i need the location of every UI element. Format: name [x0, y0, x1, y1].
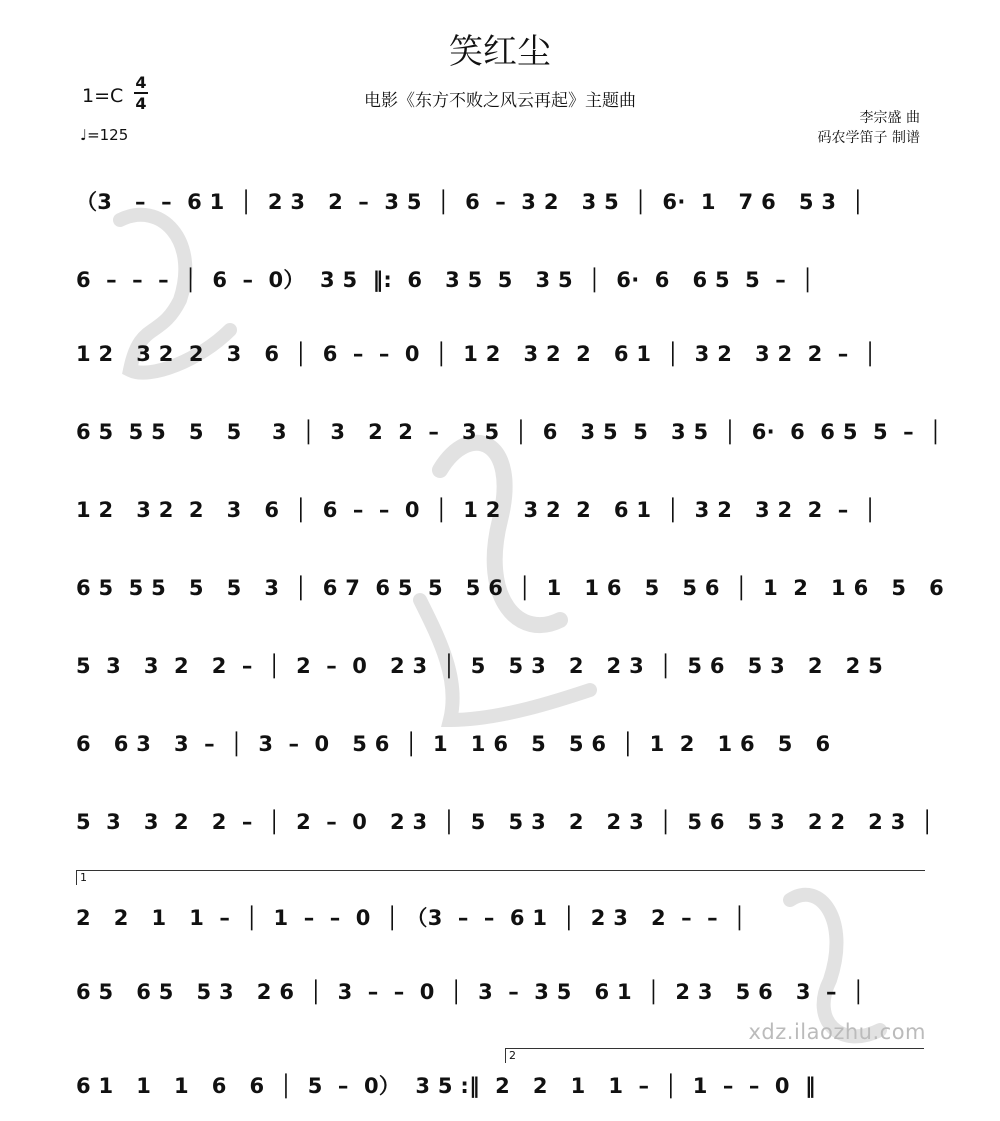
volta-2: [505, 1048, 924, 1063]
credits: [818, 108, 920, 148]
score-line-notes: 6 5 5 5 5 5 3 │ 6 7 6 5 5 5 6 │ 1 1 6 5 5 6 │ 1 2 1 6 5 6: [76, 576, 944, 600]
arranger: 码农学笛子 制谱: [817, 130, 920, 146]
score-line-notes: 1 2 3 2 2 3 6 │ 6 – – 0 │ 1 2 3 2 2 6 1 │ 3 2 3 2 2 – │: [76, 498, 877, 522]
score-line-notes: 2 2 1 1 – │ 1 – – 0 │ （3 – – 6 1 │ 2 3 2 – – │: [76, 906, 747, 930]
score-line-1: [76, 180, 926, 220]
page-subtitle: 电影《东方不败之风云再起》主题曲: [364, 91, 636, 111]
time-signature-bottom: 4: [135, 94, 147, 113]
composer: 李宗盛 曲: [859, 110, 920, 126]
score-line-notes: 6 6 3 3 – │ 3 – 0 5 6 │ 1 1 6 5 5 6 │ 1 2 1 6 5 6: [76, 732, 831, 756]
time-signature-top: 4: [135, 73, 147, 92]
score-line-notes: 6 – – – │ 6 – 0） 3 5 ‖: 6 3 5 5 3 5 │ 6· 6 6 5 5 – │: [76, 268, 815, 292]
score-line-8: [76, 726, 926, 766]
score-line-11: [76, 974, 926, 1014]
score-line-4: [76, 414, 943, 454]
score-line-notes: 6 5 6 5 5 3 2 6 │ 3 – – 0 │ 3 – 3 5 6 1 │ 2 3 5 6 3 – │: [76, 980, 865, 1004]
score-line-notes: 6 5 5 5 5 5 3 │ 3 2 2 – 3 5 │ 6 3 5 5 3 5 │ 6· 6 6 5 5 – │: [76, 420, 943, 444]
key-signature: 1=C: [82, 85, 124, 107]
score-line-9: [76, 804, 934, 844]
watermark-text: xdz.ilaozhu.com: [748, 1020, 926, 1044]
score-line-10: [76, 896, 926, 936]
page-title: 笑红尘: [449, 32, 551, 72]
time-signature: [134, 74, 148, 112]
score-line-12: [76, 1064, 926, 1104]
score-line-notes: 1 2 3 2 2 3 6 │ 6 – – 0 │ 1 2 3 2 2 6 1 │ 3 2 3 2 2 – │: [76, 342, 877, 366]
score-line-notes: 6 1 1 1 6 6 │ 5 – 0） 3 5 :‖ 2 2 1 1 – │ 1 – – 0 ‖: [76, 1074, 816, 1098]
score-line-6: [76, 570, 944, 610]
score-line-notes: （3 – – 6 1 │ 2 3 2 – 3 5 │ 6 – 3 2 3 5 │ 6· 1 7 6 5 3 │: [76, 190, 865, 214]
score-line-7: [76, 648, 926, 688]
score-line-notes: 5 3 3 2 2 – │ 2 – 0 2 3 │ 5 5 3 2 2 3 │ 5 6 5 3 2 2 5: [76, 654, 884, 678]
tempo-marking: ♩=125: [80, 126, 129, 144]
volta-2-label: 2: [509, 1049, 516, 1062]
volta-1: [76, 870, 925, 885]
score-line-2: [76, 258, 926, 298]
score-line-3: [76, 336, 926, 376]
score-line-5: [76, 492, 926, 532]
volta-1-label: 1: [80, 871, 87, 884]
score-line-notes: 5 3 3 2 2 – │ 2 – 0 2 3 │ 5 5 3 2 2 3 │ 5 6 5 3 2 2 2 3 │: [76, 810, 934, 834]
